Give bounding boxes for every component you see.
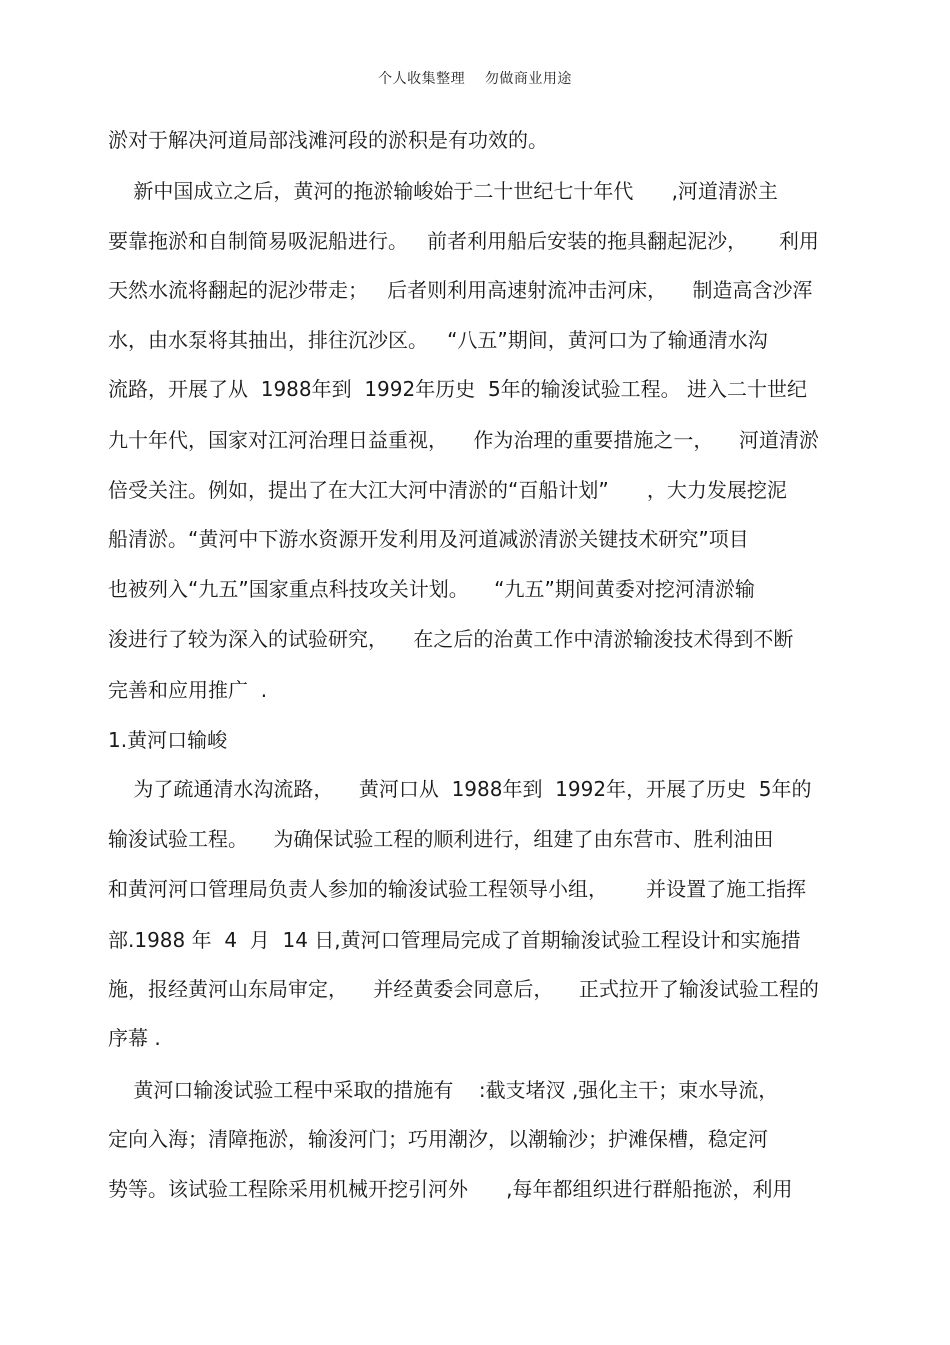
text-line: 天然水流将翻起的泥沙带走； 后者则利用高速射流冲击河床， 制造高含沙浑 — [108, 278, 813, 302]
text-line: 序幕 . — [108, 1026, 161, 1050]
page-header: 个人收集整理 勿做商业用途 — [378, 71, 572, 87]
text-line: 为了疏通清水沟流路， 黄河口从 1988年到 1992年，开展了历史 5年的 — [108, 777, 812, 801]
text-line: 黄河口输浚试验工程中采取的措施有 :截支堵汊 ,强化主干；束水导流， — [108, 1078, 779, 1102]
text-line: 倍受关注。例如，提出了在大江大河中清淤的“百船计划” ，大力发展挖泥 — [108, 478, 787, 502]
text-line: 流路，开展了从 1988年到 1992年历史 5年的输浚试验工程。 进入二十世纪 — [108, 377, 808, 401]
text-line: 势等。该试验工程除采用机械开挖引河外 ,每年都组织进行群船拖淤，利用 — [108, 1177, 793, 1201]
text-line: 定向入海；清障拖淤，输浚河门；巧用潮汐，以潮输沙；护滩保槽，稳定河 — [108, 1127, 768, 1151]
section-heading: 1.黄河口输峻 — [108, 728, 228, 752]
text-line: 部.1988 年 4 月 14 日,黄河口管理局完成了首期输浚试验工程设计和实施措 — [108, 928, 801, 952]
text-line: 也被列入“九五”国家重点科技攻关计划。 “九五”期间黄委对挖河清淤输 — [108, 577, 755, 601]
text-line: 船清淤。“黄河中下游水资源开发利用及河道减淤清淤关键技术研究”项目 — [108, 527, 749, 551]
text-line: 要靠拖淤和自制简易吸泥船进行。 前者利用船后安装的拖具翻起泥沙， 利用 — [108, 229, 819, 253]
text-line: 新中国成立之后，黄河的拖淤输峻始于二十世纪七十年代 ,河道清淤主 — [108, 179, 778, 203]
text-line: 施，报经黄河山东局审定， 并经黄委会同意后， 正式拉开了输浚试验工程的 — [108, 977, 819, 1001]
text-line: 和黄河河口管理局负责人参加的输浚试验工程领导小组， 并设置了施工指挥 — [108, 877, 807, 901]
text-line: 九十年代，国家对江河治理日益重视， 作为治理的重要措施之一， 河道清淤 — [108, 428, 819, 452]
text-line: 水，由水泵将其抽出，排往沉沙区。 “八五”期间，黄河口为了输通清水沟 — [108, 328, 768, 352]
text-line: 完善和应用推广 . — [108, 678, 268, 702]
text-line: 淤对于解决河道局部浅滩河段的淤积是有功效的。 — [108, 128, 548, 152]
text-line: 浚进行了较为深入的试验研究， 在之后的治黄工作中清淤输浚技术得到不断 — [108, 627, 794, 651]
text-line: 输浚试验工程。 为确保试验工程的顺利进行，组建了由东营市、胜利油田 — [108, 827, 774, 851]
